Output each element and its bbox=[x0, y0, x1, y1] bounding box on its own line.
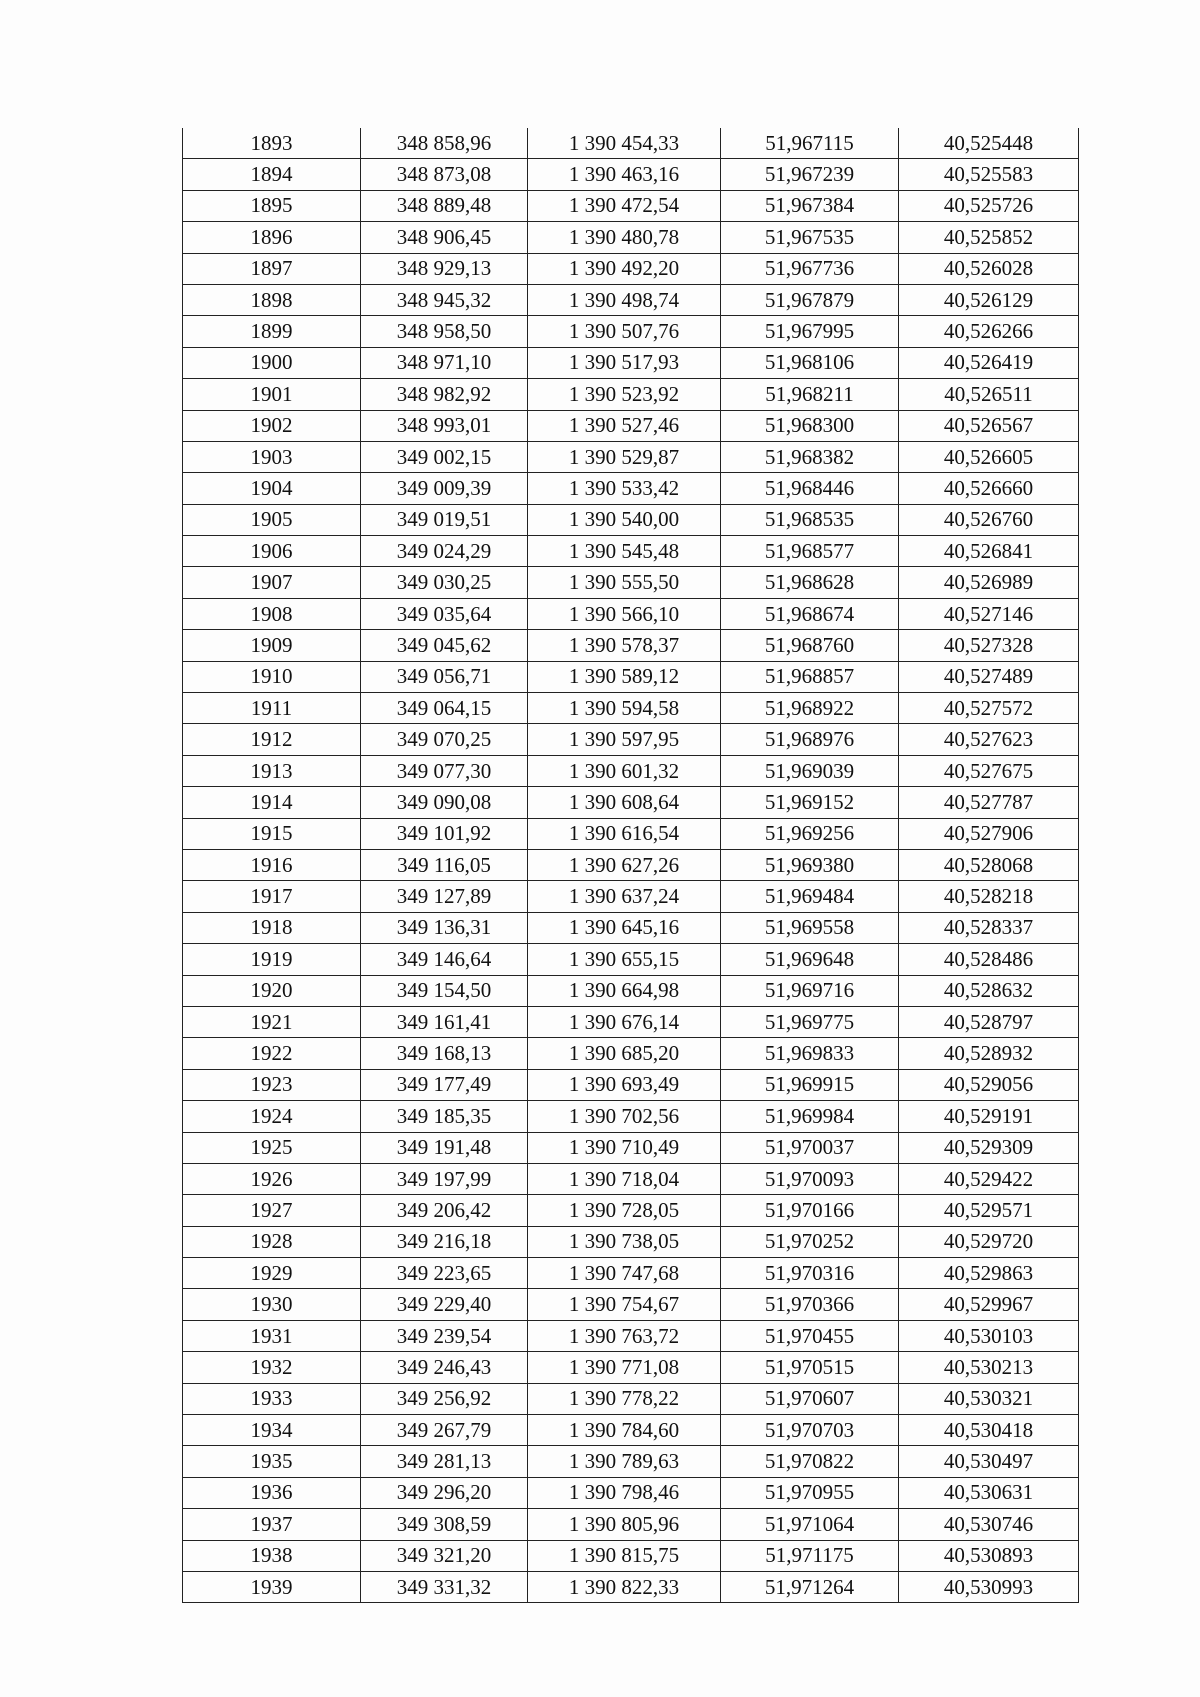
y-coordinate-cell: 1 390 754,67 bbox=[528, 1289, 721, 1320]
x-coordinate-cell: 349 267,79 bbox=[361, 1415, 528, 1446]
longitude-cell: 40,525583 bbox=[899, 159, 1079, 190]
table-row bbox=[183, 818, 1079, 849]
y-coordinate-cell: 1 390 463,16 bbox=[528, 159, 721, 190]
longitude-cell: 40,526028 bbox=[899, 253, 1079, 284]
y-coordinate-cell: 1 390 616,54 bbox=[528, 818, 721, 849]
coordinates-table-body bbox=[183, 128, 1079, 1603]
table-row bbox=[183, 379, 1079, 410]
point-number-cell: 1916 bbox=[183, 849, 361, 880]
table-row bbox=[183, 316, 1079, 347]
point-number-cell: 1905 bbox=[183, 504, 361, 535]
point-number-cell: 1929 bbox=[183, 1258, 361, 1289]
longitude-cell: 40,526660 bbox=[899, 473, 1079, 504]
table-row bbox=[183, 253, 1079, 284]
longitude-cell: 40,528068 bbox=[899, 849, 1079, 880]
x-coordinate-cell: 349 177,49 bbox=[361, 1069, 528, 1100]
longitude-cell: 40,529720 bbox=[899, 1226, 1079, 1257]
longitude-cell: 40,528797 bbox=[899, 1006, 1079, 1037]
longitude-cell: 40,526605 bbox=[899, 441, 1079, 472]
latitude-cell: 51,969648 bbox=[721, 944, 899, 975]
point-number-cell: 1907 bbox=[183, 567, 361, 598]
table-row bbox=[183, 661, 1079, 692]
latitude-cell: 51,968857 bbox=[721, 661, 899, 692]
table-row bbox=[183, 473, 1079, 504]
latitude-cell: 51,970955 bbox=[721, 1477, 899, 1508]
table-row bbox=[183, 441, 1079, 472]
x-coordinate-cell: 349 030,25 bbox=[361, 567, 528, 598]
x-coordinate-cell: 349 146,64 bbox=[361, 944, 528, 975]
y-coordinate-cell: 1 390 685,20 bbox=[528, 1038, 721, 1069]
x-coordinate-cell: 349 239,54 bbox=[361, 1320, 528, 1351]
y-coordinate-cell: 1 390 784,60 bbox=[528, 1415, 721, 1446]
y-coordinate-cell: 1 390 645,16 bbox=[528, 912, 721, 943]
longitude-cell: 40,527489 bbox=[899, 661, 1079, 692]
y-coordinate-cell: 1 390 472,54 bbox=[528, 190, 721, 221]
x-coordinate-cell: 349 136,31 bbox=[361, 912, 528, 943]
latitude-cell: 51,969716 bbox=[721, 975, 899, 1006]
x-coordinate-cell: 349 101,92 bbox=[361, 818, 528, 849]
x-coordinate-cell: 349 223,65 bbox=[361, 1258, 528, 1289]
point-number-cell: 1922 bbox=[183, 1038, 361, 1069]
table-row bbox=[183, 693, 1079, 724]
y-coordinate-cell: 1 390 555,50 bbox=[528, 567, 721, 598]
latitude-cell: 51,969484 bbox=[721, 881, 899, 912]
table-row bbox=[183, 975, 1079, 1006]
latitude-cell: 51,967115 bbox=[721, 128, 899, 159]
latitude-cell: 51,968535 bbox=[721, 504, 899, 535]
point-number-cell: 1919 bbox=[183, 944, 361, 975]
table-row bbox=[183, 1415, 1079, 1446]
y-coordinate-cell: 1 390 815,75 bbox=[528, 1540, 721, 1571]
table-row bbox=[183, 1540, 1079, 1571]
table-row bbox=[183, 1289, 1079, 1320]
point-number-cell: 1898 bbox=[183, 284, 361, 315]
longitude-cell: 40,530746 bbox=[899, 1509, 1079, 1540]
x-coordinate-cell: 349 256,92 bbox=[361, 1383, 528, 1414]
longitude-cell: 40,527906 bbox=[899, 818, 1079, 849]
longitude-cell: 40,529571 bbox=[899, 1195, 1079, 1226]
table-row bbox=[183, 1383, 1079, 1414]
x-coordinate-cell: 349 019,51 bbox=[361, 504, 528, 535]
longitude-cell: 40,526567 bbox=[899, 410, 1079, 441]
longitude-cell: 40,529191 bbox=[899, 1101, 1079, 1132]
y-coordinate-cell: 1 390 480,78 bbox=[528, 222, 721, 253]
y-coordinate-cell: 1 390 747,68 bbox=[528, 1258, 721, 1289]
y-coordinate-cell: 1 390 566,10 bbox=[528, 598, 721, 629]
x-coordinate-cell: 349 191,48 bbox=[361, 1132, 528, 1163]
point-number-cell: 1917 bbox=[183, 881, 361, 912]
table-row bbox=[183, 944, 1079, 975]
longitude-cell: 40,526419 bbox=[899, 347, 1079, 378]
y-coordinate-cell: 1 390 492,20 bbox=[528, 253, 721, 284]
latitude-cell: 51,968674 bbox=[721, 598, 899, 629]
y-coordinate-cell: 1 390 778,22 bbox=[528, 1383, 721, 1414]
point-number-cell: 1928 bbox=[183, 1226, 361, 1257]
latitude-cell: 51,971064 bbox=[721, 1509, 899, 1540]
point-number-cell: 1927 bbox=[183, 1195, 361, 1226]
latitude-cell: 51,968976 bbox=[721, 724, 899, 755]
y-coordinate-cell: 1 390 627,26 bbox=[528, 849, 721, 880]
table-row bbox=[183, 1163, 1079, 1194]
longitude-cell: 40,529967 bbox=[899, 1289, 1079, 1320]
point-number-cell: 1920 bbox=[183, 975, 361, 1006]
longitude-cell: 40,526841 bbox=[899, 536, 1079, 567]
x-coordinate-cell: 349 197,99 bbox=[361, 1163, 528, 1194]
longitude-cell: 40,529863 bbox=[899, 1258, 1079, 1289]
table-row bbox=[183, 1258, 1079, 1289]
longitude-cell: 40,530631 bbox=[899, 1477, 1079, 1508]
point-number-cell: 1934 bbox=[183, 1415, 361, 1446]
latitude-cell: 51,970316 bbox=[721, 1258, 899, 1289]
x-coordinate-cell: 349 229,40 bbox=[361, 1289, 528, 1320]
x-coordinate-cell: 349 296,20 bbox=[361, 1477, 528, 1508]
point-number-cell: 1899 bbox=[183, 316, 361, 347]
longitude-cell: 40,530418 bbox=[899, 1415, 1079, 1446]
latitude-cell: 51,968628 bbox=[721, 567, 899, 598]
table-row bbox=[183, 536, 1079, 567]
point-number-cell: 1903 bbox=[183, 441, 361, 472]
latitude-cell: 51,970252 bbox=[721, 1226, 899, 1257]
table-row bbox=[183, 1195, 1079, 1226]
latitude-cell: 51,968211 bbox=[721, 379, 899, 410]
longitude-cell: 40,527146 bbox=[899, 598, 1079, 629]
table-row bbox=[183, 849, 1079, 880]
y-coordinate-cell: 1 390 702,56 bbox=[528, 1101, 721, 1132]
y-coordinate-cell: 1 390 589,12 bbox=[528, 661, 721, 692]
x-coordinate-cell: 349 002,15 bbox=[361, 441, 528, 472]
point-number-cell: 1926 bbox=[183, 1163, 361, 1194]
x-coordinate-cell: 349 168,13 bbox=[361, 1038, 528, 1069]
y-coordinate-cell: 1 390 738,05 bbox=[528, 1226, 721, 1257]
x-coordinate-cell: 349 056,71 bbox=[361, 661, 528, 692]
x-coordinate-cell: 349 090,08 bbox=[361, 787, 528, 818]
x-coordinate-cell: 349 154,50 bbox=[361, 975, 528, 1006]
x-coordinate-cell: 349 185,35 bbox=[361, 1101, 528, 1132]
y-coordinate-cell: 1 390 676,14 bbox=[528, 1006, 721, 1037]
table-row bbox=[183, 1006, 1079, 1037]
point-number-cell: 1908 bbox=[183, 598, 361, 629]
x-coordinate-cell: 349 064,15 bbox=[361, 693, 528, 724]
point-number-cell: 1896 bbox=[183, 222, 361, 253]
table-row bbox=[183, 1446, 1079, 1477]
y-coordinate-cell: 1 390 601,32 bbox=[528, 755, 721, 786]
y-coordinate-cell: 1 390 710,49 bbox=[528, 1132, 721, 1163]
longitude-cell: 40,528486 bbox=[899, 944, 1079, 975]
longitude-cell: 40,526266 bbox=[899, 316, 1079, 347]
latitude-cell: 51,967736 bbox=[721, 253, 899, 284]
table-row bbox=[183, 724, 1079, 755]
y-coordinate-cell: 1 390 507,76 bbox=[528, 316, 721, 347]
y-coordinate-cell: 1 390 822,33 bbox=[528, 1571, 721, 1602]
x-coordinate-cell: 349 331,32 bbox=[361, 1571, 528, 1602]
y-coordinate-cell: 1 390 498,74 bbox=[528, 284, 721, 315]
point-number-cell: 1906 bbox=[183, 536, 361, 567]
point-number-cell: 1910 bbox=[183, 661, 361, 692]
y-coordinate-cell: 1 390 718,04 bbox=[528, 1163, 721, 1194]
latitude-cell: 51,967535 bbox=[721, 222, 899, 253]
latitude-cell: 51,968106 bbox=[721, 347, 899, 378]
x-coordinate-cell: 349 281,13 bbox=[361, 1446, 528, 1477]
table-row bbox=[183, 787, 1079, 818]
latitude-cell: 51,968446 bbox=[721, 473, 899, 504]
latitude-cell: 51,971264 bbox=[721, 1571, 899, 1602]
x-coordinate-cell: 349 077,30 bbox=[361, 755, 528, 786]
longitude-cell: 40,529056 bbox=[899, 1069, 1079, 1100]
point-number-cell: 1911 bbox=[183, 693, 361, 724]
table-row bbox=[183, 1038, 1079, 1069]
point-number-cell: 1933 bbox=[183, 1383, 361, 1414]
y-coordinate-cell: 1 390 608,64 bbox=[528, 787, 721, 818]
x-coordinate-cell: 348 993,01 bbox=[361, 410, 528, 441]
coordinates-table bbox=[182, 128, 1079, 1603]
longitude-cell: 40,530993 bbox=[899, 1571, 1079, 1602]
table-row bbox=[183, 504, 1079, 535]
x-coordinate-cell: 349 246,43 bbox=[361, 1352, 528, 1383]
latitude-cell: 51,971175 bbox=[721, 1540, 899, 1571]
x-coordinate-cell: 348 873,08 bbox=[361, 159, 528, 190]
table-row bbox=[183, 159, 1079, 190]
latitude-cell: 51,970166 bbox=[721, 1195, 899, 1226]
latitude-cell: 51,969558 bbox=[721, 912, 899, 943]
latitude-cell: 51,970366 bbox=[721, 1289, 899, 1320]
y-coordinate-cell: 1 390 545,48 bbox=[528, 536, 721, 567]
latitude-cell: 51,970822 bbox=[721, 1446, 899, 1477]
latitude-cell: 51,969256 bbox=[721, 818, 899, 849]
point-number-cell: 1925 bbox=[183, 1132, 361, 1163]
latitude-cell: 51,969984 bbox=[721, 1101, 899, 1132]
y-coordinate-cell: 1 390 533,42 bbox=[528, 473, 721, 504]
latitude-cell: 51,970703 bbox=[721, 1415, 899, 1446]
latitude-cell: 51,967384 bbox=[721, 190, 899, 221]
y-coordinate-cell: 1 390 805,96 bbox=[528, 1509, 721, 1540]
y-coordinate-cell: 1 390 655,15 bbox=[528, 944, 721, 975]
x-coordinate-cell: 349 216,18 bbox=[361, 1226, 528, 1257]
latitude-cell: 51,970455 bbox=[721, 1320, 899, 1351]
x-coordinate-cell: 349 116,05 bbox=[361, 849, 528, 880]
y-coordinate-cell: 1 390 664,98 bbox=[528, 975, 721, 1006]
y-coordinate-cell: 1 390 637,24 bbox=[528, 881, 721, 912]
point-number-cell: 1935 bbox=[183, 1446, 361, 1477]
x-coordinate-cell: 349 045,62 bbox=[361, 630, 528, 661]
point-number-cell: 1915 bbox=[183, 818, 361, 849]
point-number-cell: 1938 bbox=[183, 1540, 361, 1571]
table-row bbox=[183, 1226, 1079, 1257]
point-number-cell: 1914 bbox=[183, 787, 361, 818]
longitude-cell: 40,528218 bbox=[899, 881, 1079, 912]
table-row bbox=[183, 630, 1079, 661]
table-row bbox=[183, 567, 1079, 598]
longitude-cell: 40,526760 bbox=[899, 504, 1079, 535]
x-coordinate-cell: 348 958,50 bbox=[361, 316, 528, 347]
x-coordinate-cell: 349 308,59 bbox=[361, 1509, 528, 1540]
y-coordinate-cell: 1 390 523,92 bbox=[528, 379, 721, 410]
table-row bbox=[183, 1477, 1079, 1508]
longitude-cell: 40,529422 bbox=[899, 1163, 1079, 1194]
point-number-cell: 1913 bbox=[183, 755, 361, 786]
longitude-cell: 40,527572 bbox=[899, 693, 1079, 724]
x-coordinate-cell: 348 858,96 bbox=[361, 128, 528, 159]
point-number-cell: 1904 bbox=[183, 473, 361, 504]
table-row bbox=[183, 190, 1079, 221]
longitude-cell: 40,525852 bbox=[899, 222, 1079, 253]
table-row bbox=[183, 284, 1079, 315]
y-coordinate-cell: 1 390 454,33 bbox=[528, 128, 721, 159]
y-coordinate-cell: 1 390 594,58 bbox=[528, 693, 721, 724]
longitude-cell: 40,526511 bbox=[899, 379, 1079, 410]
longitude-cell: 40,528632 bbox=[899, 975, 1079, 1006]
latitude-cell: 51,968382 bbox=[721, 441, 899, 472]
longitude-cell: 40,525448 bbox=[899, 128, 1079, 159]
point-number-cell: 1900 bbox=[183, 347, 361, 378]
x-coordinate-cell: 349 024,29 bbox=[361, 536, 528, 567]
longitude-cell: 40,527328 bbox=[899, 630, 1079, 661]
point-number-cell: 1902 bbox=[183, 410, 361, 441]
table-row bbox=[183, 1571, 1079, 1602]
longitude-cell: 40,530893 bbox=[899, 1540, 1079, 1571]
point-number-cell: 1897 bbox=[183, 253, 361, 284]
latitude-cell: 51,969775 bbox=[721, 1006, 899, 1037]
y-coordinate-cell: 1 390 597,95 bbox=[528, 724, 721, 755]
longitude-cell: 40,530103 bbox=[899, 1320, 1079, 1351]
table-row bbox=[183, 1320, 1079, 1351]
table-row bbox=[183, 1509, 1079, 1540]
point-number-cell: 1921 bbox=[183, 1006, 361, 1037]
point-number-cell: 1924 bbox=[183, 1101, 361, 1132]
longitude-cell: 40,530321 bbox=[899, 1383, 1079, 1414]
point-number-cell: 1912 bbox=[183, 724, 361, 755]
latitude-cell: 51,967879 bbox=[721, 284, 899, 315]
latitude-cell: 51,968922 bbox=[721, 693, 899, 724]
y-coordinate-cell: 1 390 728,05 bbox=[528, 1195, 721, 1226]
latitude-cell: 51,968300 bbox=[721, 410, 899, 441]
table-row bbox=[183, 1132, 1079, 1163]
latitude-cell: 51,970515 bbox=[721, 1352, 899, 1383]
point-number-cell: 1923 bbox=[183, 1069, 361, 1100]
y-coordinate-cell: 1 390 529,87 bbox=[528, 441, 721, 472]
point-number-cell: 1939 bbox=[183, 1571, 361, 1602]
y-coordinate-cell: 1 390 527,46 bbox=[528, 410, 721, 441]
latitude-cell: 51,969915 bbox=[721, 1069, 899, 1100]
x-coordinate-cell: 348 982,92 bbox=[361, 379, 528, 410]
table-row bbox=[183, 755, 1079, 786]
y-coordinate-cell: 1 390 771,08 bbox=[528, 1352, 721, 1383]
table-row bbox=[183, 881, 1079, 912]
table-row bbox=[183, 347, 1079, 378]
point-number-cell: 1930 bbox=[183, 1289, 361, 1320]
y-coordinate-cell: 1 390 798,46 bbox=[528, 1477, 721, 1508]
y-coordinate-cell: 1 390 693,49 bbox=[528, 1069, 721, 1100]
table-row bbox=[183, 1352, 1079, 1383]
x-coordinate-cell: 349 070,25 bbox=[361, 724, 528, 755]
latitude-cell: 51,970093 bbox=[721, 1163, 899, 1194]
point-number-cell: 1936 bbox=[183, 1477, 361, 1508]
point-number-cell: 1893 bbox=[183, 128, 361, 159]
x-coordinate-cell: 348 929,13 bbox=[361, 253, 528, 284]
longitude-cell: 40,527787 bbox=[899, 787, 1079, 818]
longitude-cell: 40,526129 bbox=[899, 284, 1079, 315]
x-coordinate-cell: 349 009,39 bbox=[361, 473, 528, 504]
x-coordinate-cell: 348 971,10 bbox=[361, 347, 528, 378]
table-row bbox=[183, 912, 1079, 943]
point-number-cell: 1909 bbox=[183, 630, 361, 661]
table-row bbox=[183, 1101, 1079, 1132]
point-number-cell: 1918 bbox=[183, 912, 361, 943]
longitude-cell: 40,527675 bbox=[899, 755, 1079, 786]
point-number-cell: 1932 bbox=[183, 1352, 361, 1383]
x-coordinate-cell: 349 206,42 bbox=[361, 1195, 528, 1226]
y-coordinate-cell: 1 390 578,37 bbox=[528, 630, 721, 661]
x-coordinate-cell: 348 889,48 bbox=[361, 190, 528, 221]
x-coordinate-cell: 349 127,89 bbox=[361, 881, 528, 912]
y-coordinate-cell: 1 390 517,93 bbox=[528, 347, 721, 378]
table-row bbox=[183, 410, 1079, 441]
longitude-cell: 40,528337 bbox=[899, 912, 1079, 943]
latitude-cell: 51,970037 bbox=[721, 1132, 899, 1163]
latitude-cell: 51,967995 bbox=[721, 316, 899, 347]
x-coordinate-cell: 348 906,45 bbox=[361, 222, 528, 253]
longitude-cell: 40,530497 bbox=[899, 1446, 1079, 1477]
longitude-cell: 40,525726 bbox=[899, 190, 1079, 221]
longitude-cell: 40,528932 bbox=[899, 1038, 1079, 1069]
longitude-cell: 40,530213 bbox=[899, 1352, 1079, 1383]
x-coordinate-cell: 348 945,32 bbox=[361, 284, 528, 315]
latitude-cell: 51,969152 bbox=[721, 787, 899, 818]
latitude-cell: 51,969039 bbox=[721, 755, 899, 786]
point-number-cell: 1895 bbox=[183, 190, 361, 221]
latitude-cell: 51,967239 bbox=[721, 159, 899, 190]
x-coordinate-cell: 349 161,41 bbox=[361, 1006, 528, 1037]
latitude-cell: 51,969833 bbox=[721, 1038, 899, 1069]
latitude-cell: 51,968577 bbox=[721, 536, 899, 567]
longitude-cell: 40,526989 bbox=[899, 567, 1079, 598]
latitude-cell: 51,969380 bbox=[721, 849, 899, 880]
longitude-cell: 40,529309 bbox=[899, 1132, 1079, 1163]
table-row bbox=[183, 1069, 1079, 1100]
table-row bbox=[183, 598, 1079, 629]
latitude-cell: 51,968760 bbox=[721, 630, 899, 661]
point-number-cell: 1931 bbox=[183, 1320, 361, 1351]
table-row bbox=[183, 128, 1079, 159]
y-coordinate-cell: 1 390 763,72 bbox=[528, 1320, 721, 1351]
y-coordinate-cell: 1 390 540,00 bbox=[528, 504, 721, 535]
point-number-cell: 1901 bbox=[183, 379, 361, 410]
point-number-cell: 1894 bbox=[183, 159, 361, 190]
x-coordinate-cell: 349 321,20 bbox=[361, 1540, 528, 1571]
longitude-cell: 40,527623 bbox=[899, 724, 1079, 755]
table-row bbox=[183, 222, 1079, 253]
x-coordinate-cell: 349 035,64 bbox=[361, 598, 528, 629]
point-number-cell: 1937 bbox=[183, 1509, 361, 1540]
latitude-cell: 51,970607 bbox=[721, 1383, 899, 1414]
y-coordinate-cell: 1 390 789,63 bbox=[528, 1446, 721, 1477]
